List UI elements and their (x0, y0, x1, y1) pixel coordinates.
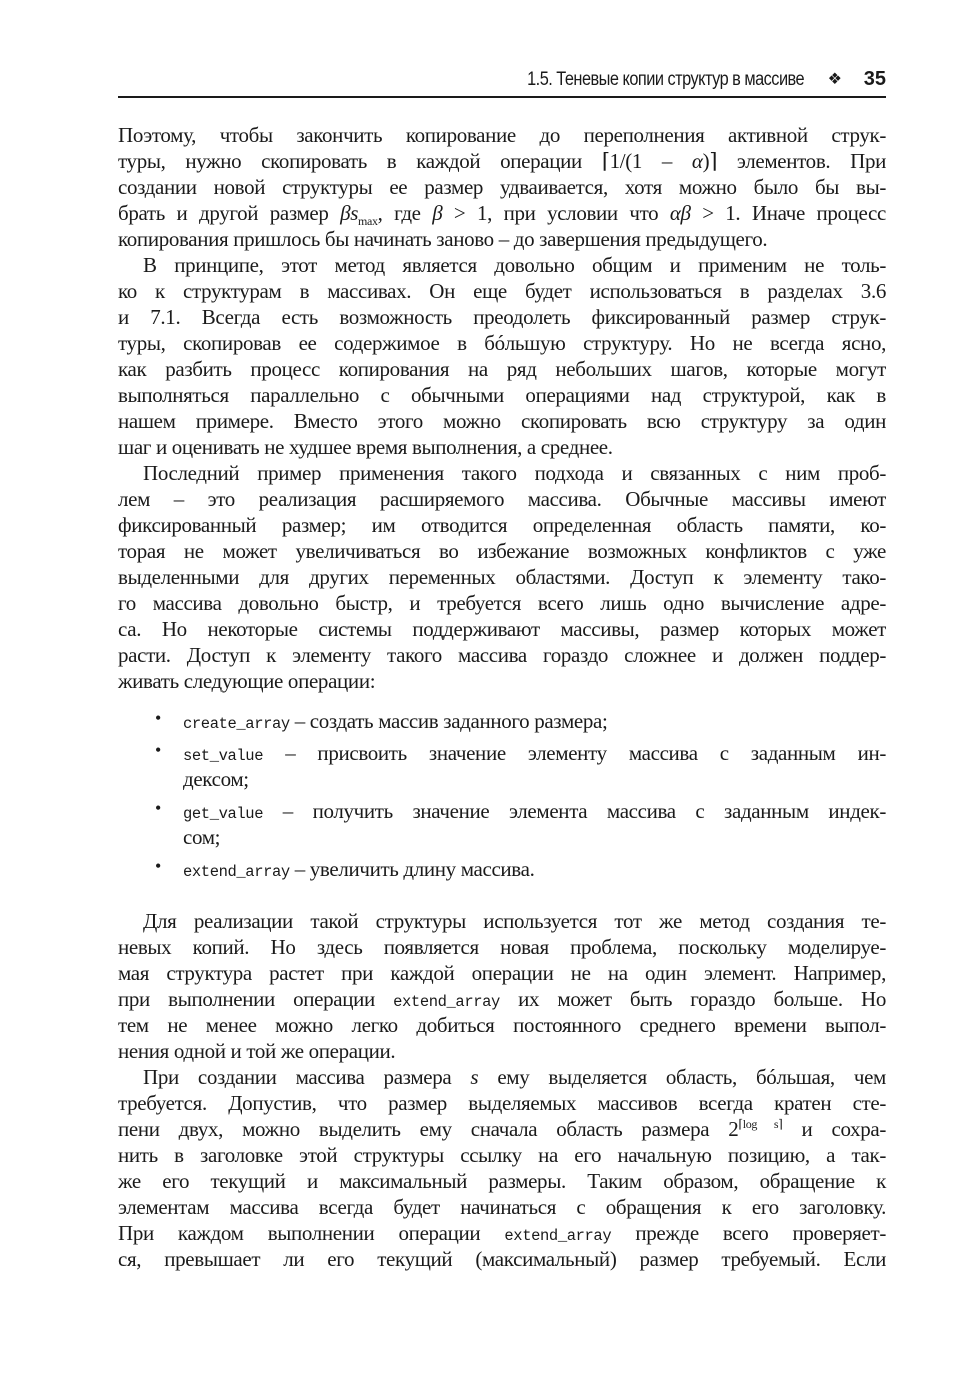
bullet-icon: • (155, 708, 162, 728)
text-line: брать и другой размер $\beta s_{max}$, где β > 1, при условии что αβ > 1. Иначе процесс (118, 201, 886, 229)
ceiling-right-icon: ⌉ (709, 149, 718, 173)
paragraph (118, 908, 886, 1064)
text-line: сом; (183, 825, 221, 849)
text-line: мая структура растет при каждой операции не на один элемент. Например, (118, 961, 886, 985)
paragraph (118, 122, 886, 252)
text-line: Последний пример применения такого подхода и связанных с ним проб- (143, 461, 886, 485)
text-line: ся, превышает ли его текущий (максимальный) размер требуемый. Если (118, 1247, 886, 1271)
text-line: При создании массива размера s ему выделяется область, бóльшая, чем (143, 1065, 886, 1089)
text-line: В принципе, этот метод является довольно общим и применим не толь- (143, 253, 886, 277)
text-line: пени двух, можно выделить ему сначала область размера $2^{⌈log s⌉}$ и сохра- (118, 1117, 886, 1141)
operations-list (118, 708, 886, 882)
bullet-icon: • (155, 798, 162, 818)
list-item (118, 798, 886, 850)
running-header (118, 66, 886, 98)
text-line: го массива довольно быстр, и требуется всего лишь одно вычисление адре- (118, 591, 886, 615)
page-body (118, 122, 886, 1272)
text-line: При каждом выполнении операции extend_array прежде всего проверяет- (118, 1221, 886, 1245)
text-line: нить в заголовке этой структуры ссылку на его начальную позицию, а так- (118, 1143, 886, 1167)
text-line: туры, скопировав ее содержимое в бóльшую структуру. Но не всегда ясно, (118, 331, 886, 355)
list-item (118, 740, 886, 792)
code-term: set_value (183, 747, 264, 765)
text-line: невых копий. Но здесь появляется новая проблема, поскольку моделируе- (118, 935, 886, 959)
code-term: extend_array (393, 993, 500, 1011)
ornament-icon: ❖ (827, 71, 842, 88)
text-line: extend_array – увеличить длину массива. (183, 857, 535, 881)
text-line: ко к структурам в массивах. Он еще будет использоваться в разделах 3.6 (118, 279, 886, 303)
text-line: выделенными для других переменных областями. Доступ к элементу тако- (118, 565, 886, 589)
code-term: extend_array (183, 863, 290, 881)
text-line: создании новой структуры ее размер удваивается, хотя можно было бы вы- (118, 175, 886, 199)
text-line: дексом; (183, 767, 249, 791)
text-line: лем – это реализация расширяемого массива. Обычные массивы имеют (118, 487, 886, 511)
list-item (118, 856, 886, 882)
text-line: же его текущий и максимальный размеры. Таким образом, обращение к (118, 1169, 886, 1193)
text-line: get_value – получить значение элемента массива с заданным индек- (183, 799, 886, 823)
text-line: копирования пришлось бы начинать заново – до завершения предыдущего. (118, 227, 768, 251)
text-line: расти. Доступ к элементу такого массива гораздо сложнее и должен поддер- (118, 643, 886, 667)
list-item (118, 708, 886, 734)
text-line: шаг и оценивать не худшее время выполнения, а среднее. (118, 435, 613, 459)
text-line: торая не может увеличиваться во избежание возможных конфликтов с уже (118, 539, 886, 563)
text-line: Для реализации такой структуры используется тот же метод создания те- (143, 909, 886, 933)
code-term: get_value (183, 805, 264, 823)
bullet-icon: • (155, 740, 162, 760)
text-line: туры, нужно скопировать в каждой операции ⌈1/(1 – α)⌉ элементов. При (118, 149, 886, 173)
text-line: нения одной и той же операции. (118, 1039, 396, 1063)
bullet-icon: • (155, 856, 162, 876)
paragraph (118, 252, 886, 460)
ceiling-left-icon: ⌈ (601, 149, 610, 173)
text-line: нашем примере. Вместо этого можно скопировать всю структуру за один (118, 409, 886, 433)
text-line: тем не менее можно легко добиться постоянного среднего времени выпол- (118, 1013, 886, 1037)
code-term: create_array (183, 715, 290, 733)
running-title: 1.5. Теневые копии структур в массиве (526, 69, 804, 90)
text-line: при выполнении операции extend_array их может быть гораздо больше. Но (118, 987, 886, 1011)
page-number: 35 (863, 68, 886, 90)
text-line: живать следующие операции: (118, 669, 376, 693)
text-line: и 7.1. Всегда есть возможность преодолеть фиксированный размер струк- (118, 305, 886, 329)
paragraph (118, 460, 886, 694)
paragraph (118, 1064, 886, 1272)
text-line: как разбить процесс копирования на ряд небольших шагов, которые могут (118, 357, 886, 381)
code-term: extend_array (504, 1227, 612, 1245)
text-line: элементам массива всегда будет начинаться с обращения к его заголовку. (118, 1195, 886, 1219)
text-line: Поэтому, чтобы закончить копирование до переполнения активной струк- (118, 123, 886, 147)
text-line: фиксированный размер; им отводится определенная область памяти, ко- (118, 513, 886, 537)
text-line: са. Но некоторые системы поддерживают массивы, размер которых может (118, 617, 886, 641)
text-line: create_array – создать массив заданного размера; (183, 709, 608, 733)
text-line: set_value – присвоить значение элементу массива с заданным ин- (183, 741, 886, 765)
text-line: требуется. Допустив, что размер выделяемых массивов всегда кратен сте- (118, 1091, 886, 1115)
text-line: выполняться параллельно с обычными операциями над структурой, как в (118, 383, 886, 407)
